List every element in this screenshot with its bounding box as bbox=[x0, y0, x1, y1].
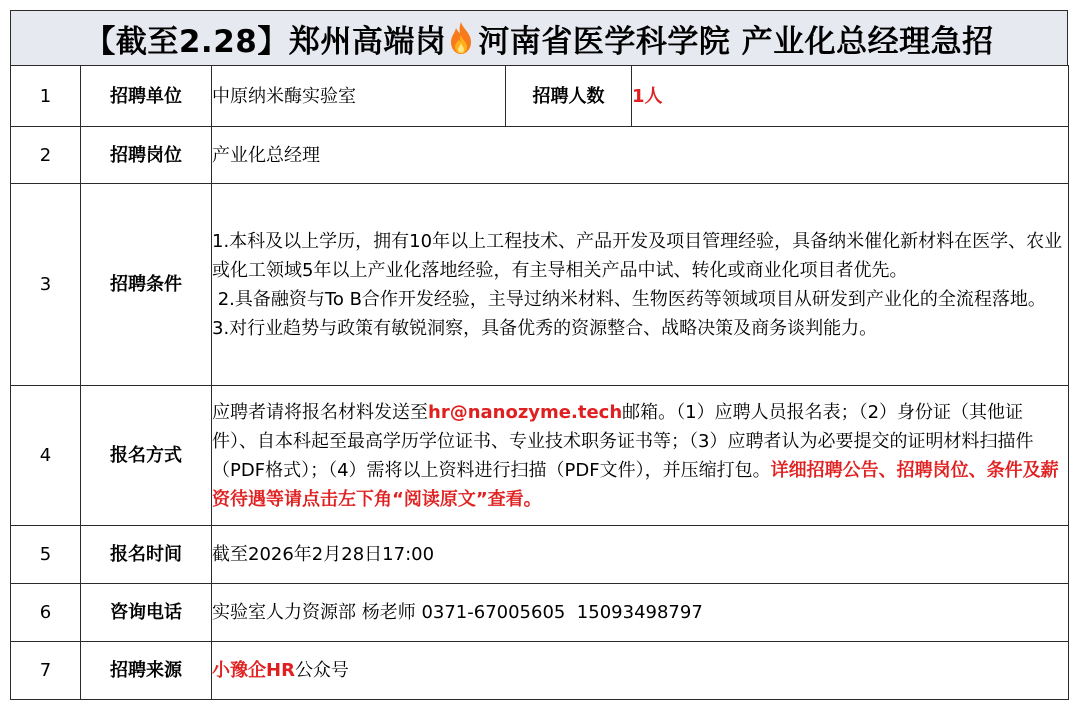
row-label: 招聘单位 bbox=[81, 66, 212, 127]
title-text-before: 【截至2.28】郑州高端岗 bbox=[84, 23, 447, 60]
requirement-item: 3.对行业趋势与政策有敏锐洞察，具备优秀的资源整合、战略决策及商务谈判能力。 bbox=[212, 317, 878, 339]
title-text-after: 河南省医学科学院 产业化总经理急招 bbox=[478, 23, 994, 60]
position-value: 产业化总经理 bbox=[212, 127, 1069, 184]
row-label: 招聘来源 bbox=[81, 642, 212, 700]
table-row bbox=[11, 584, 1069, 642]
employer-value: 中原纳米酶实验室 bbox=[212, 66, 506, 127]
table-row bbox=[11, 526, 1069, 584]
row-number: 1 bbox=[11, 66, 81, 127]
row-label: 招聘岗位 bbox=[81, 127, 212, 184]
application-text: 应聘者请将报名材料发送至 bbox=[212, 401, 428, 423]
fire-icon bbox=[448, 21, 474, 55]
page-title bbox=[10, 10, 1068, 66]
row-number: 3 bbox=[11, 184, 81, 386]
row-label: 招聘条件 bbox=[81, 184, 212, 386]
requirements-value bbox=[212, 184, 1069, 386]
table-row bbox=[11, 66, 1069, 127]
table-row bbox=[11, 642, 1069, 700]
table-row bbox=[11, 184, 1069, 386]
row-number: 5 bbox=[11, 526, 81, 584]
row-number: 4 bbox=[11, 386, 81, 526]
row-number: 7 bbox=[11, 642, 81, 700]
row-label: 报名方式 bbox=[81, 386, 212, 526]
source-value bbox=[212, 642, 1069, 700]
contact-phone-value: 实验室人力资源部 杨老师 0371-67005605 15093498797 bbox=[212, 584, 1069, 642]
requirement-item: 2.具备融资与To B合作开发经验，主导过纳米材料、生物医药等领域项目从研发到产业化的全流程落地。 bbox=[212, 288, 1046, 310]
email-link[interactable]: hr@nanozyme.tech bbox=[428, 401, 623, 423]
table-row bbox=[11, 386, 1069, 526]
job-info-table bbox=[10, 65, 1069, 700]
row-number: 2 bbox=[11, 127, 81, 184]
read-original-note: 详细招聘公告、招聘岗位、条件及薪资待遇等请点击左下角“阅读原文”查看。 bbox=[212, 459, 1059, 510]
deadline-value: 截至2026年2月28日17:00 bbox=[212, 526, 1069, 584]
source-account: 小豫企HR bbox=[212, 660, 295, 681]
row-number: 6 bbox=[11, 584, 81, 642]
requirement-item: 1.本科及以上学历，拥有10年以上工程技术、产品开发及项目管理经验，具备纳米催化新材料在医学、农业或化工领域5年以上产业化落地经验，有主导相关产品中试、转化或商业化项目者优先。 bbox=[212, 230, 1063, 281]
table-row bbox=[11, 127, 1069, 184]
headcount-label: 招聘人数 bbox=[506, 66, 632, 127]
row-label: 咨询电话 bbox=[81, 584, 212, 642]
source-suffix: 公众号 bbox=[294, 660, 349, 681]
headcount-value: 1人 bbox=[632, 66, 1069, 127]
application-text: 邮箱。（1）应聘人员报名表；（2）身份证（其他证件）、自本科起至最高学历学位证书、专业技术职务证书等；（3）应聘者认为必要提交的证明材料扫描件（PDF格式）；（4）需将以上资料进行扫描（PDF文件），并压缩打包。 bbox=[212, 401, 1034, 481]
application-method-value bbox=[212, 386, 1069, 526]
row-label: 报名时间 bbox=[81, 526, 212, 584]
